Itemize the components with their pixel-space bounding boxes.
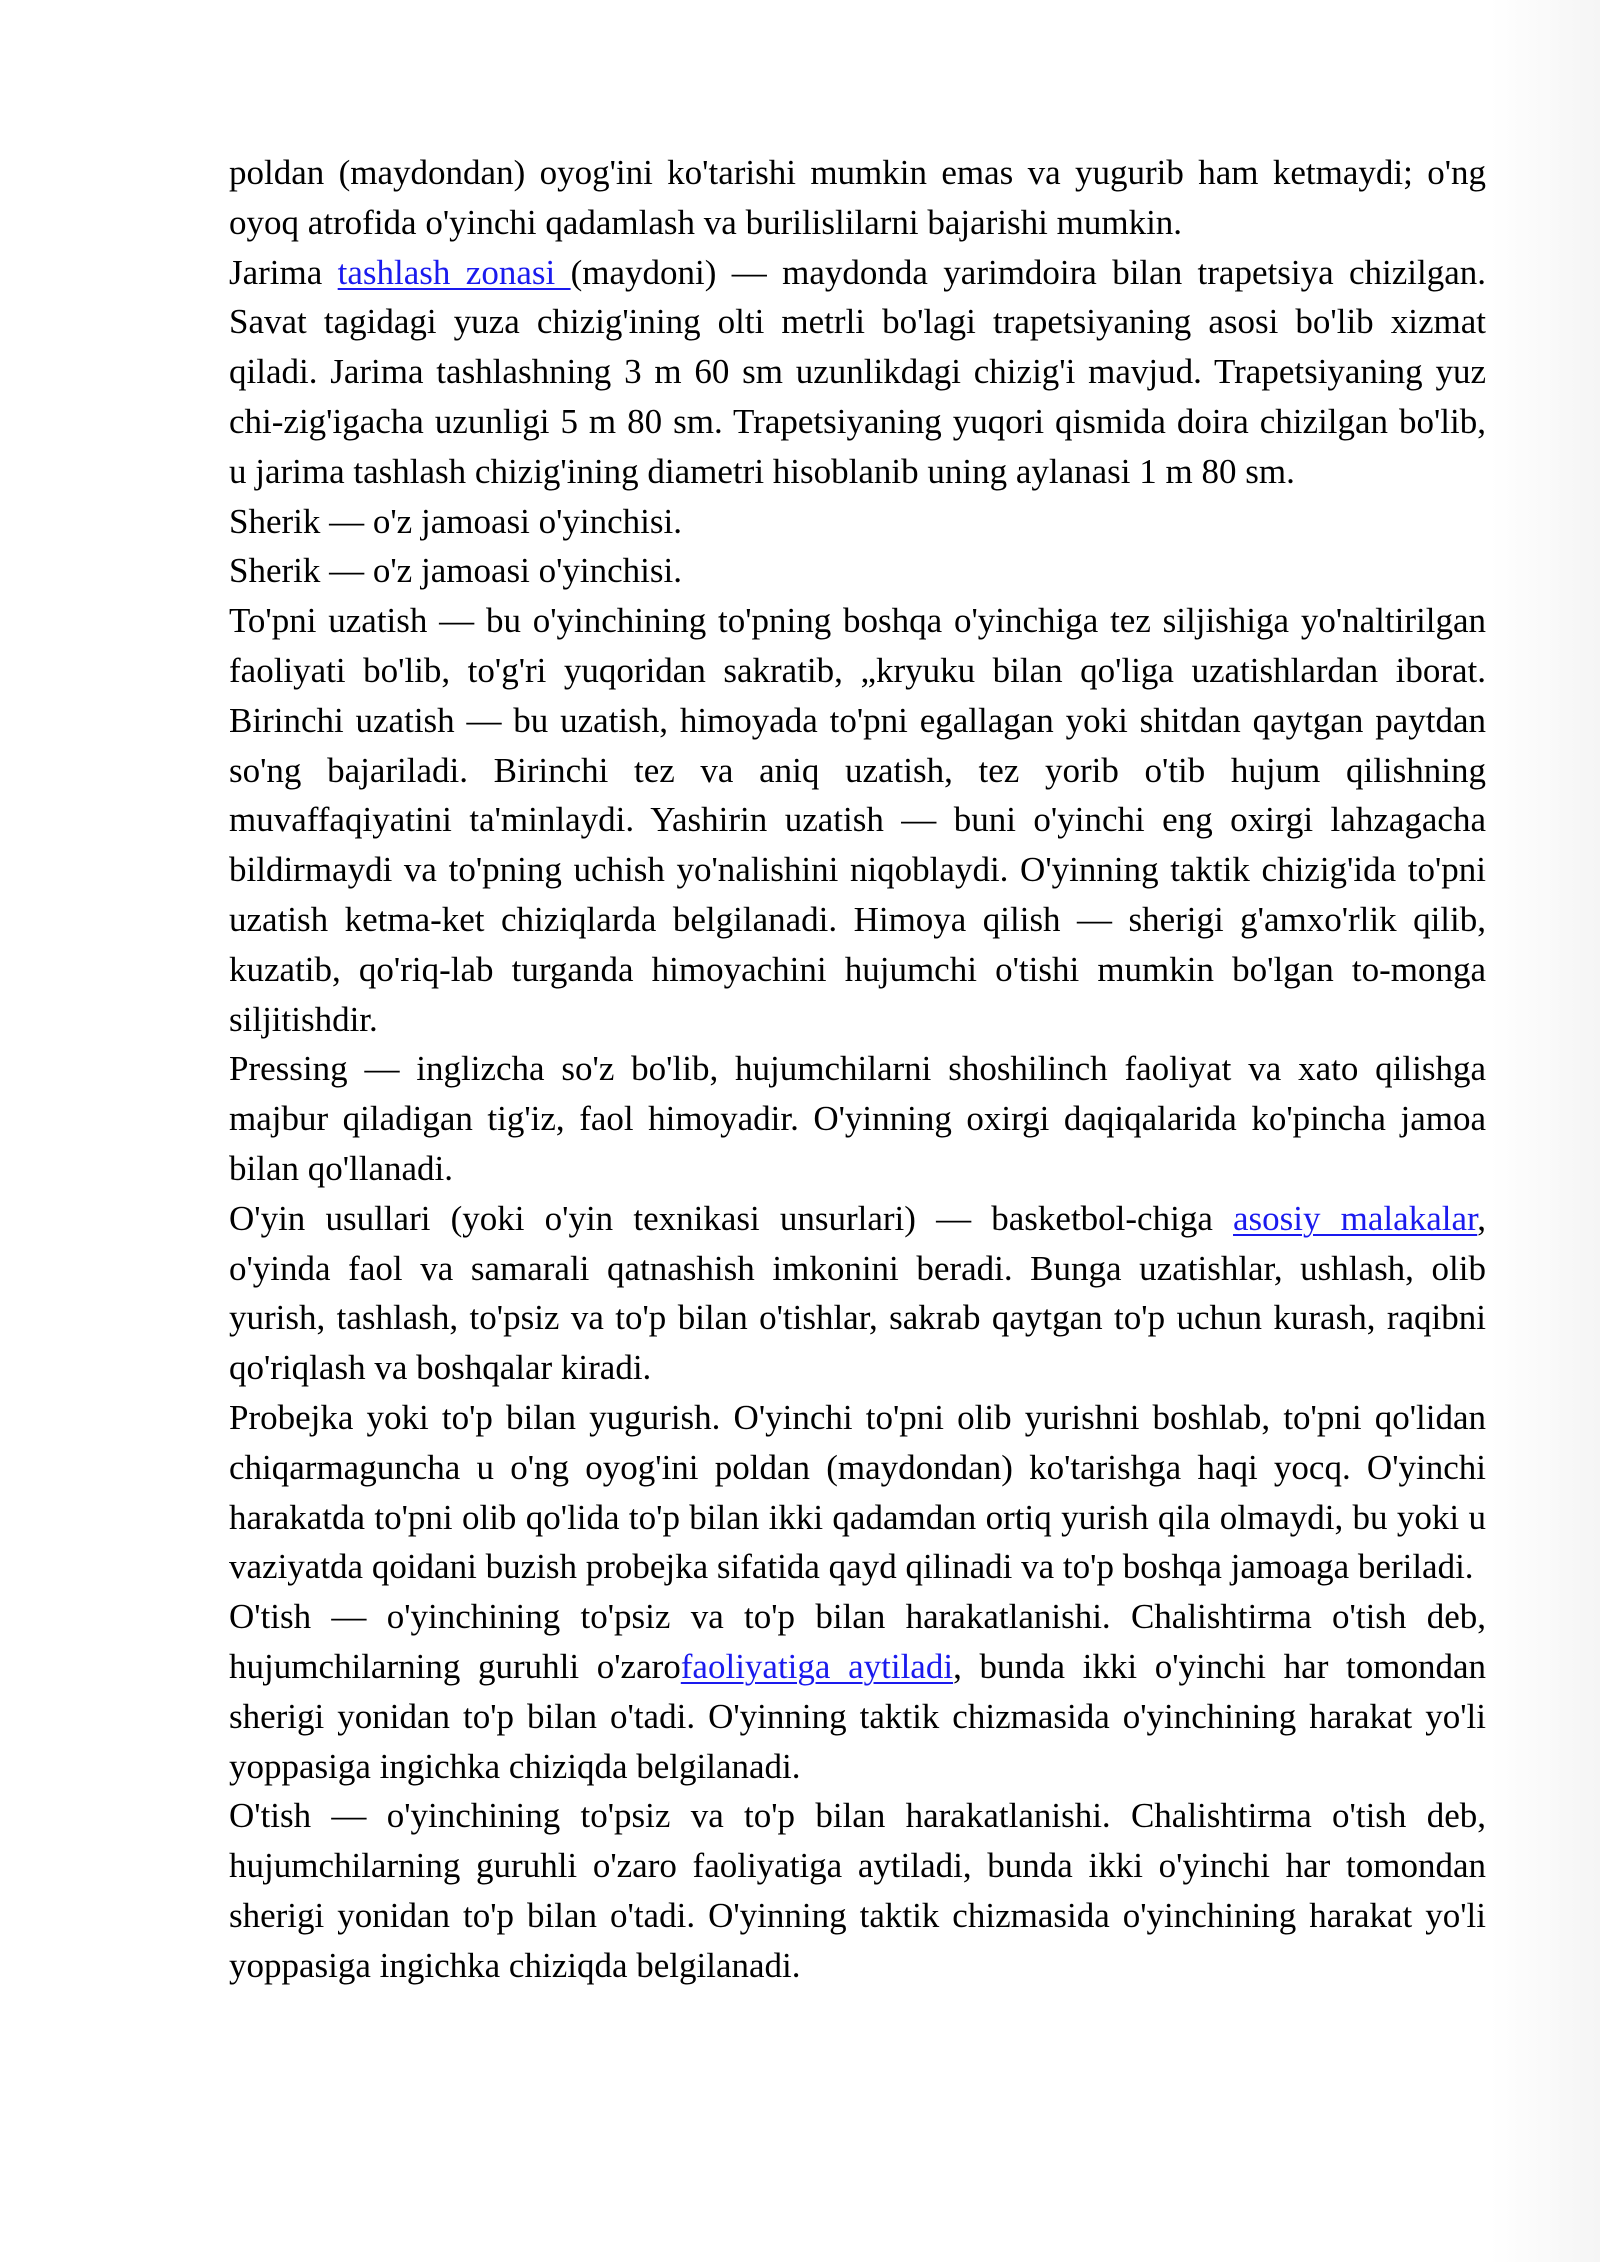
link-asosiy-malakalar[interactable]: asosiy malakalar [1233,1198,1478,1238]
paragraph-text-before-link: O'tish — o'yinchining to'psiz va to'p bilan harakatlanishi. Chalishtirma o'tish deb, hujumchilarning guruhli o'zaro [229,1597,1486,1686]
paragraph-text-after-link: (maydoni) — maydonda yarimdoira bilan trapetsiya chizilgan. Savat tagidagi yuza chizig'ining olti metrli bo'lagi trapetsiyaning asosi bo'lib xizmat qiladi. Jarima tashlashning 3 m 60 sm uzunlikdagi chizig'i mavjud. Trapetsiyaning yuz chi-zig'igacha uzunligi 5 m 80 sm. Trapetsiyaning yuqori qismida doira chizilgan bo'lib, u jarima tashlash chizig'ining diametri hisoblanib uning aylanasi 1 m 80 sm. [229,252,1487,491]
paragraph-sherik [229,497,1486,547]
paragraph-text-before-link: Jarima [229,252,338,292]
paragraph-text: Sherik — o'z jamoasi o'yinchisi. [229,551,682,591]
paragraph-topni-uzatish [229,596,1486,1044]
paragraph-text-after-link: , bunda ikki o'yinchi har tomondan sherigi yonidan to'p bilan o'tadi. O'yinning taktik chizmasida o'yinchining harakat yo'li yoppasiga ingichka chiziqda belgilanadi. [229,1646,1486,1786]
paragraph-text: poldan (maydondan) oyog'ini ko'tarishi mumkin emas va yugurib ham ketmaydi; o'ng oyoq atrofida o'yinchi qadamlash va burilislilarni bajarishi mumkin. [229,153,1486,242]
link-faoliyatiga-aytiladi[interactable]: faoliyatiga aytiladi [680,1646,954,1686]
paragraph-text-before-link: O'yin usullari (yoki o'yin texnikasi unsurlari) — basketbol-chiga [229,1198,1234,1238]
paragraph-text-after-link: , o'yinda faol va samarali qatnashish imkonini beradi. Bunga uzatishlar, ushlash, olib yurish, tashlash, to'psiz va to'p bilan o'tishlar, sakrab qaytgan to'p uchun kurash, raqibni qo'riqlash va boshqalar kiradi. [229,1198,1486,1388]
paragraph-probejka [229,1393,1486,1592]
paragraph-sherik-repeat [229,546,1486,596]
paragraph-otish-repeat [229,1791,1486,1990]
paragraph-text: Pressing — inglizcha so'z bo'lib, hujumchilarni shoshilinch faoliyat va xato qilishga majbur qiladigan tig'iz, faol himoyadir. O'yinning oxirgi daqiqalarida ko'pincha jamoa bilan qo'llanadi. [229,1049,1486,1188]
paragraph-poldan [229,148,1486,248]
paragraph-pressing [229,1044,1486,1193]
page-edge-shadow [1490,0,1600,2262]
paragraph-oyin-usullari [229,1194,1486,1393]
paragraph-text: To'pni uzatish — bu o'yinchining to'pning boshqa o'yinchiga tez siljishiga yo'naltirilgan faoliyati bo'lib, to'g'ri yuqoridan sakratib, „kryuku bilan qo'liga uzatishlardan iborat. Birinchi uzatish — bu uzatish, himoyada to'pni egallagan yoki shitdan qaytgan paytdan so'ng bajariladi. Birinchi tez va aniq uzatish, tez yorib o'tib hujum qilishning muvaffaqiyatini ta'minlaydi. Yashirin uzatish — buni o'yinchi eng oxirgi lahzagacha bildirmaydi va to'pning uchish yo'nalishini niqoblaydi. O'yinning taktik chizig'ida to'pni uzatish ketma-ket chiziqlarda belgilanadi. Himoya qilish — sherigi g'amxo'rlik qilib, kuzatib, qo'riq-lab turganda himoyachini hujumchi o'tishi mumkin bo'lgan to-monga siljitishdir. [229,601,1486,1039]
paragraph-otish [229,1592,1486,1791]
paragraph-text: Sherik — o'z jamoasi o'yinchisi. [229,501,682,541]
document-body [229,148,1486,1990]
paragraph-jarima-zonasi [229,248,1486,497]
link-tashlash-zonasi[interactable]: tashlash zonasi [337,252,571,292]
paragraph-text: Probejka yoki to'p bilan yugurish. O'yinchi to'pni olib yurishni boshlab, to'pni qo'lidan chiqarmaguncha u o'ng oyog'ini poldan (maydondan) ko'tarishga haqi yocq. O'yinchi harakatda to'pni olib qo'lida to'p bilan ikki qadamdan ortiq yurish qila olmaydi, bu yoki u vaziyatda qoidani buzish probejka sifatida qayd qilinadi va to'p boshqa jamoaga beriladi. [229,1397,1486,1587]
paragraph-text: O'tish — o'yinchining to'psiz va to'p bilan harakatlanishi. Chalishtirma o'tish deb, hujumchilarning guruhli o'zaro faoliyatiga aytiladi, bunda ikki o'yinchi har tomondan sherigi yonidan to'p bilan o'tadi. O'yinning taktik chizmasida o'yinchining harakat yo'li yoppasiga ingichka chiziqda belgilanadi. [229,1796,1486,1985]
